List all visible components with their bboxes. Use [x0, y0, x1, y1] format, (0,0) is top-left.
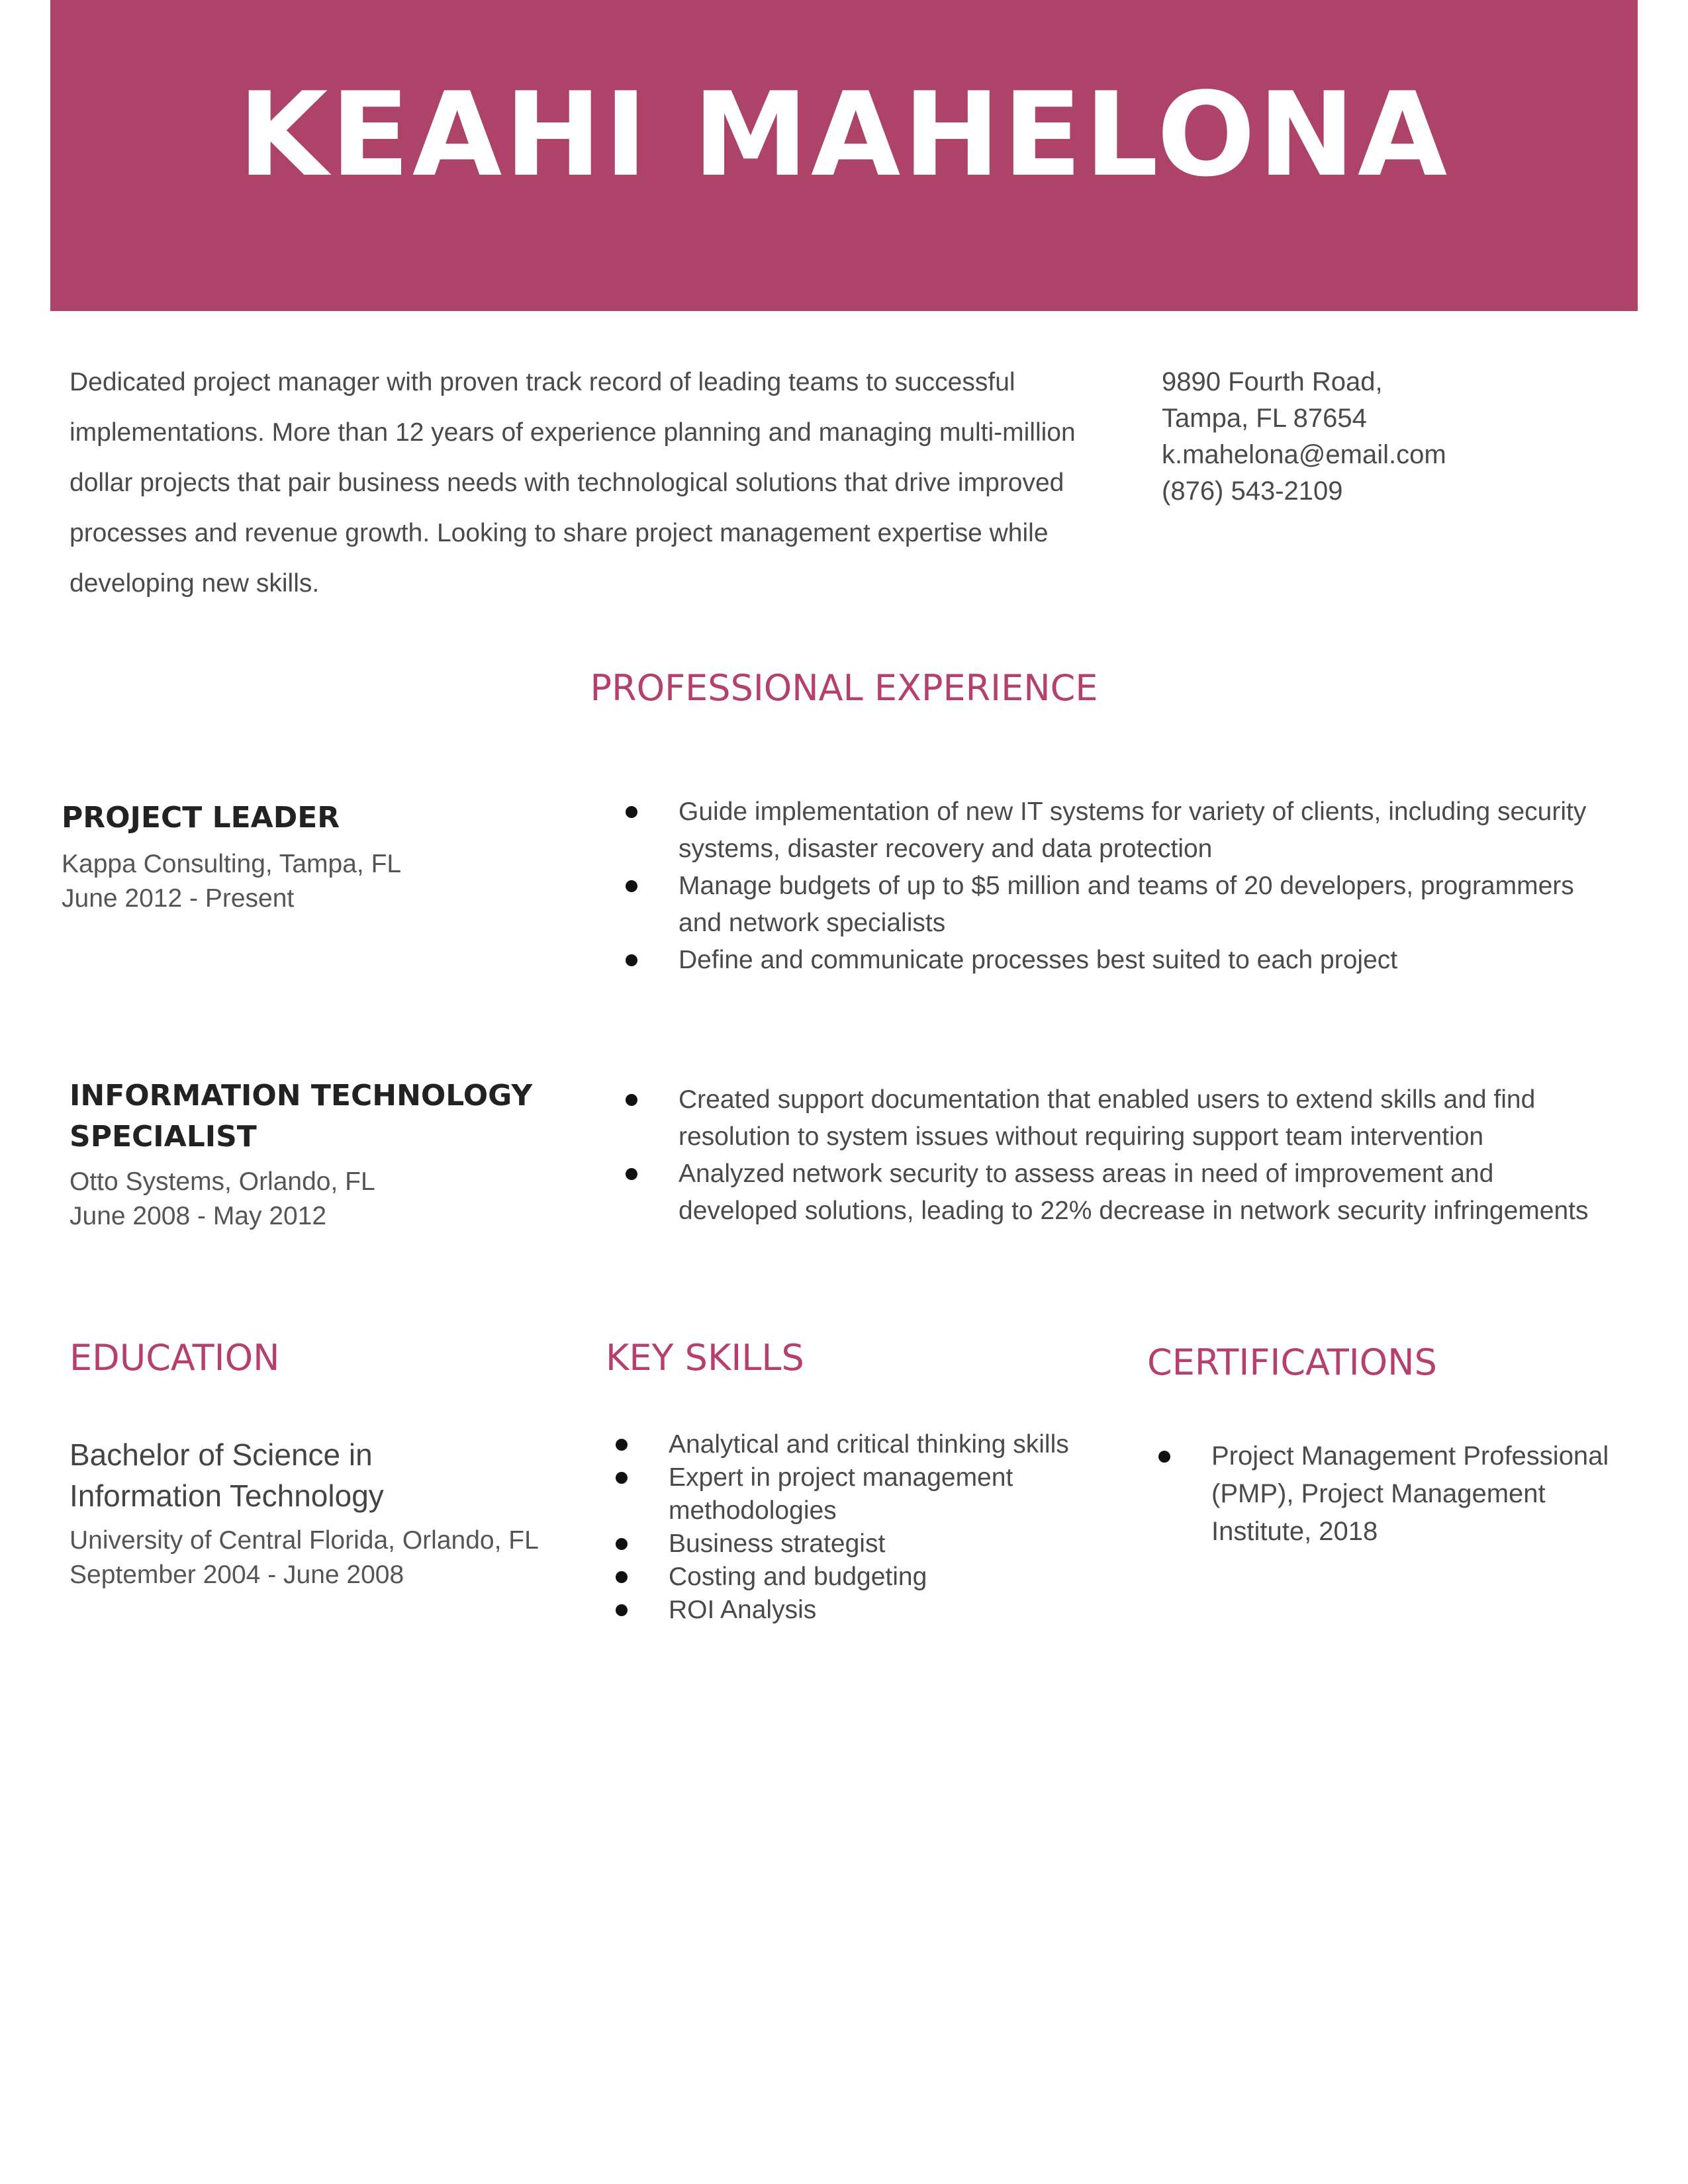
school-name: University of Central Florida, Orlando, FL — [70, 1526, 539, 1555]
job-dates: June 2012 - Present — [62, 884, 295, 913]
education-entry — [70, 1434, 384, 1516]
list-item: Created support documentation that enabled users to extend skills and find resolution to system issues without requiring support team intervention — [626, 1081, 1599, 1156]
skills-heading: KEY SKILLS — [606, 1337, 804, 1379]
list-item: Guide implementation of new IT systems for variety of clients, including security systems, disaster recovery and data protection — [626, 794, 1599, 868]
address-line-2: Tampa, FL 87654 — [1162, 404, 1367, 433]
list-item: Analytical and critical thinking skills — [616, 1428, 1079, 1461]
list-item: ROI Analysis — [616, 1594, 1079, 1627]
education-meta — [70, 1524, 539, 1592]
experience-heading: PROFESSIONAL EXPERIENCE — [590, 667, 1098, 709]
address-line-1: 9890 Fourth Road, — [1162, 367, 1383, 396]
certifications-list — [1158, 1437, 1615, 1551]
education-dates: September 2004 - June 2008 — [70, 1561, 404, 1589]
job-bullets — [626, 1081, 1599, 1230]
phone-number: (876) 543-2109 — [1162, 477, 1343, 506]
job-dates: June 2008 - May 2012 — [70, 1202, 327, 1230]
job-company: Otto Systems, Orlando, FL — [70, 1167, 375, 1196]
job-company: Kappa Consulting, Tampa, FL — [62, 850, 402, 878]
job-meta — [70, 1165, 375, 1234]
job-title-line-2: SPECIALIST — [70, 1120, 257, 1154]
header-banner — [50, 0, 1638, 311]
job-bullets — [626, 794, 1599, 979]
degree-line-1: Bachelor of Science in — [70, 1437, 373, 1472]
candidate-name: KEAHI MAHELONA — [238, 68, 1450, 203]
job-meta — [62, 847, 401, 916]
list-item: Expert in project management methodologies — [616, 1461, 1079, 1527]
list-item: Define and communicate processes best suited to each project — [626, 942, 1599, 979]
list-item: Analyzed network security to assess areas in need of improvement and developed solutions, leading to 22% decrease in network security infringements — [626, 1156, 1599, 1230]
skills-list — [616, 1428, 1079, 1627]
degree-line-2: Information Technology — [70, 1479, 384, 1513]
education-heading: EDUCATION — [70, 1337, 280, 1379]
job-title: PROJECT LEADER — [62, 801, 340, 835]
list-item: Costing and budgeting — [616, 1561, 1079, 1594]
list-item: Business strategist — [616, 1527, 1079, 1561]
list-item: Manage budgets of up to $5 million and teams of 20 developers, programmers and network specialists — [626, 868, 1599, 942]
certifications-heading: CERTIFICATIONS — [1147, 1342, 1437, 1383]
email-address: k.mahelona@email.com — [1162, 440, 1446, 469]
list-item: Project Management Professional (PMP), Project Management Institute, 2018 — [1158, 1437, 1615, 1551]
professional-summary: Dedicated project manager with proven track record of leading teams to successful implementations. More than 12 years of experience planning and managing multi-million dollar projects that pair business needs with technological solutions that drive improved processes and revenue growth. Looking to share project management expertise while developing new skills. — [70, 368, 1076, 598]
contact-info — [1162, 364, 1625, 510]
job-title — [70, 1075, 532, 1158]
job-title-line-1: INFORMATION TECHNOLOGY — [70, 1079, 533, 1113]
